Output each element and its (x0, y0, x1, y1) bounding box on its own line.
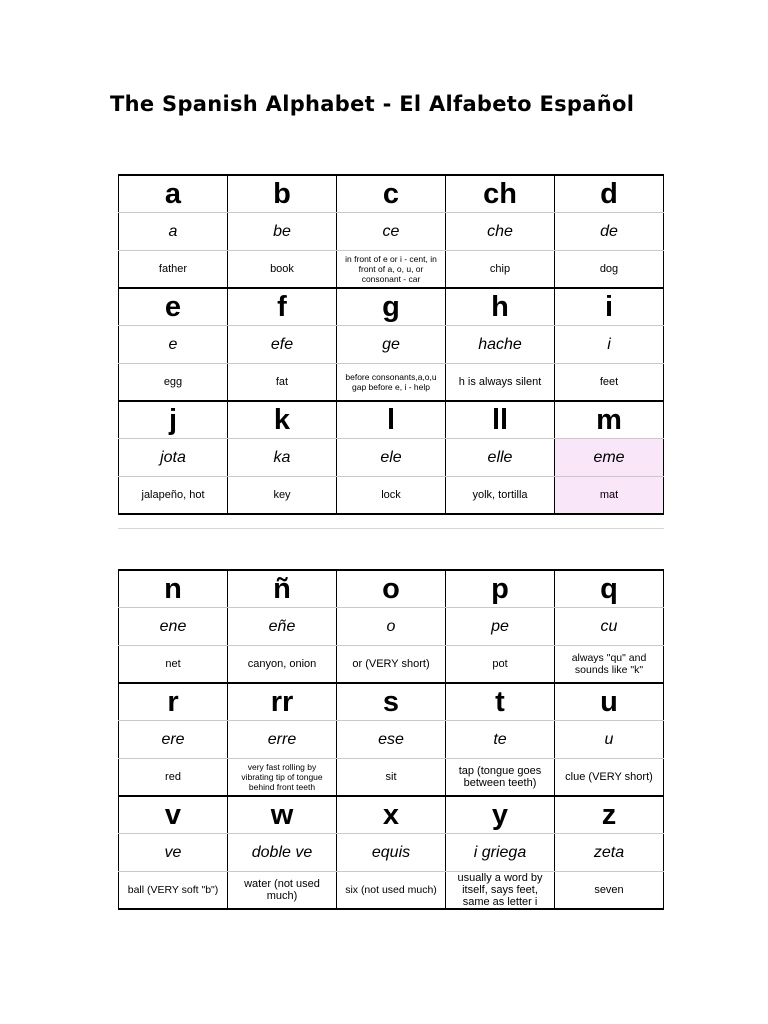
name-cell: ge (337, 326, 446, 364)
name-cell: u (555, 721, 664, 759)
example-cell: before consonants,a,o,u gap before e, i - help (337, 364, 446, 402)
letter-cell: b (228, 175, 337, 213)
name-cell: te (446, 721, 555, 759)
letter-row (119, 288, 664, 326)
example-cell: tap (tongue goes between teeth) (446, 759, 555, 797)
name-cell: be (228, 213, 337, 251)
table-divider (118, 528, 664, 529)
name-cell: jota (119, 439, 228, 477)
letter-cell: z (555, 796, 664, 834)
example-cell: lock (337, 477, 446, 515)
letter-row (119, 570, 664, 608)
name-row (119, 608, 664, 646)
example-cell: or (VERY short) (337, 646, 446, 684)
letter-cell: rr (228, 683, 337, 721)
letter-row (119, 796, 664, 834)
letter-cell: y (446, 796, 555, 834)
example-cell: usually a word by itself, says feet, same as letter i (446, 872, 555, 910)
name-cell: hache (446, 326, 555, 364)
example-row (119, 759, 664, 797)
name-cell: cu (555, 608, 664, 646)
example-cell: in front of e or i - cent, in front of a, o, u, or consonant - car (337, 251, 446, 289)
name-cell: de (555, 213, 664, 251)
name-cell-highlighted: eme (555, 439, 664, 477)
example-cell: water (not used much) (228, 872, 337, 910)
example-cell: fat (228, 364, 337, 402)
name-cell: ese (337, 721, 446, 759)
name-cell: o (337, 608, 446, 646)
name-cell: i griega (446, 834, 555, 872)
example-cell: chip (446, 251, 555, 289)
example-cell: pot (446, 646, 555, 684)
letter-cell: u (555, 683, 664, 721)
example-row (119, 477, 664, 515)
name-cell: ele (337, 439, 446, 477)
page-title: The Spanish Alphabet - El Alfabeto Español (110, 92, 635, 116)
name-row (119, 326, 664, 364)
letter-cell: h (446, 288, 555, 326)
example-cell: jalapeño, hot (119, 477, 228, 515)
name-cell: pe (446, 608, 555, 646)
name-cell: ve (119, 834, 228, 872)
letter-cell: g (337, 288, 446, 326)
letter-cell: x (337, 796, 446, 834)
example-row (119, 251, 664, 289)
name-row (119, 213, 664, 251)
letter-cell: f (228, 288, 337, 326)
name-cell: erre (228, 721, 337, 759)
name-row (119, 721, 664, 759)
example-cell: always "qu" and sounds like "k" (555, 646, 664, 684)
letter-cell: n (119, 570, 228, 608)
example-cell: father (119, 251, 228, 289)
example-row (119, 364, 664, 402)
letter-row (119, 175, 664, 213)
example-cell-highlighted: mat (555, 477, 664, 515)
example-cell: net (119, 646, 228, 684)
alphabet-table-2 (118, 569, 664, 910)
letter-cell: a (119, 175, 228, 213)
example-cell: yolk, tortilla (446, 477, 555, 515)
letter-cell: v (119, 796, 228, 834)
example-cell: dog (555, 251, 664, 289)
name-cell: equis (337, 834, 446, 872)
letter-row (119, 683, 664, 721)
letter-cell: k (228, 401, 337, 439)
name-cell: a (119, 213, 228, 251)
name-cell: zeta (555, 834, 664, 872)
name-cell: eñe (228, 608, 337, 646)
letter-cell: r (119, 683, 228, 721)
letter-cell: w (228, 796, 337, 834)
letter-cell: t (446, 683, 555, 721)
name-row (119, 834, 664, 872)
name-cell: che (446, 213, 555, 251)
name-row (119, 439, 664, 477)
alphabet-table-1 (118, 174, 664, 515)
example-cell: sit (337, 759, 446, 797)
letter-row (119, 401, 664, 439)
example-row (119, 872, 664, 910)
example-cell: h is always silent (446, 364, 555, 402)
letter-cell: j (119, 401, 228, 439)
letter-cell: d (555, 175, 664, 213)
letter-cell: ll (446, 401, 555, 439)
name-cell: efe (228, 326, 337, 364)
example-cell: red (119, 759, 228, 797)
example-cell: six (not used much) (337, 872, 446, 910)
example-cell: clue (VERY short) (555, 759, 664, 797)
example-cell: ball (VERY soft "b") (119, 872, 228, 910)
letter-cell: m (555, 401, 664, 439)
name-cell: ere (119, 721, 228, 759)
name-cell: i (555, 326, 664, 364)
name-cell: ce (337, 213, 446, 251)
letter-cell: q (555, 570, 664, 608)
letter-cell: ch (446, 175, 555, 213)
letter-cell: e (119, 288, 228, 326)
example-cell: book (228, 251, 337, 289)
example-cell: canyon, onion (228, 646, 337, 684)
name-cell: elle (446, 439, 555, 477)
letter-cell: c (337, 175, 446, 213)
letter-cell: ñ (228, 570, 337, 608)
name-cell: ka (228, 439, 337, 477)
example-cell: very fast rolling by vibrating tip of tongue behind front teeth (228, 759, 337, 797)
name-cell: doble ve (228, 834, 337, 872)
letter-cell: l (337, 401, 446, 439)
example-cell: seven (555, 872, 664, 910)
example-cell: egg (119, 364, 228, 402)
name-cell: e (119, 326, 228, 364)
letter-cell: s (337, 683, 446, 721)
letter-cell: o (337, 570, 446, 608)
letter-cell: p (446, 570, 555, 608)
example-cell: feet (555, 364, 664, 402)
name-cell: ene (119, 608, 228, 646)
example-row (119, 646, 664, 684)
example-cell: key (228, 477, 337, 515)
letter-cell: i (555, 288, 664, 326)
